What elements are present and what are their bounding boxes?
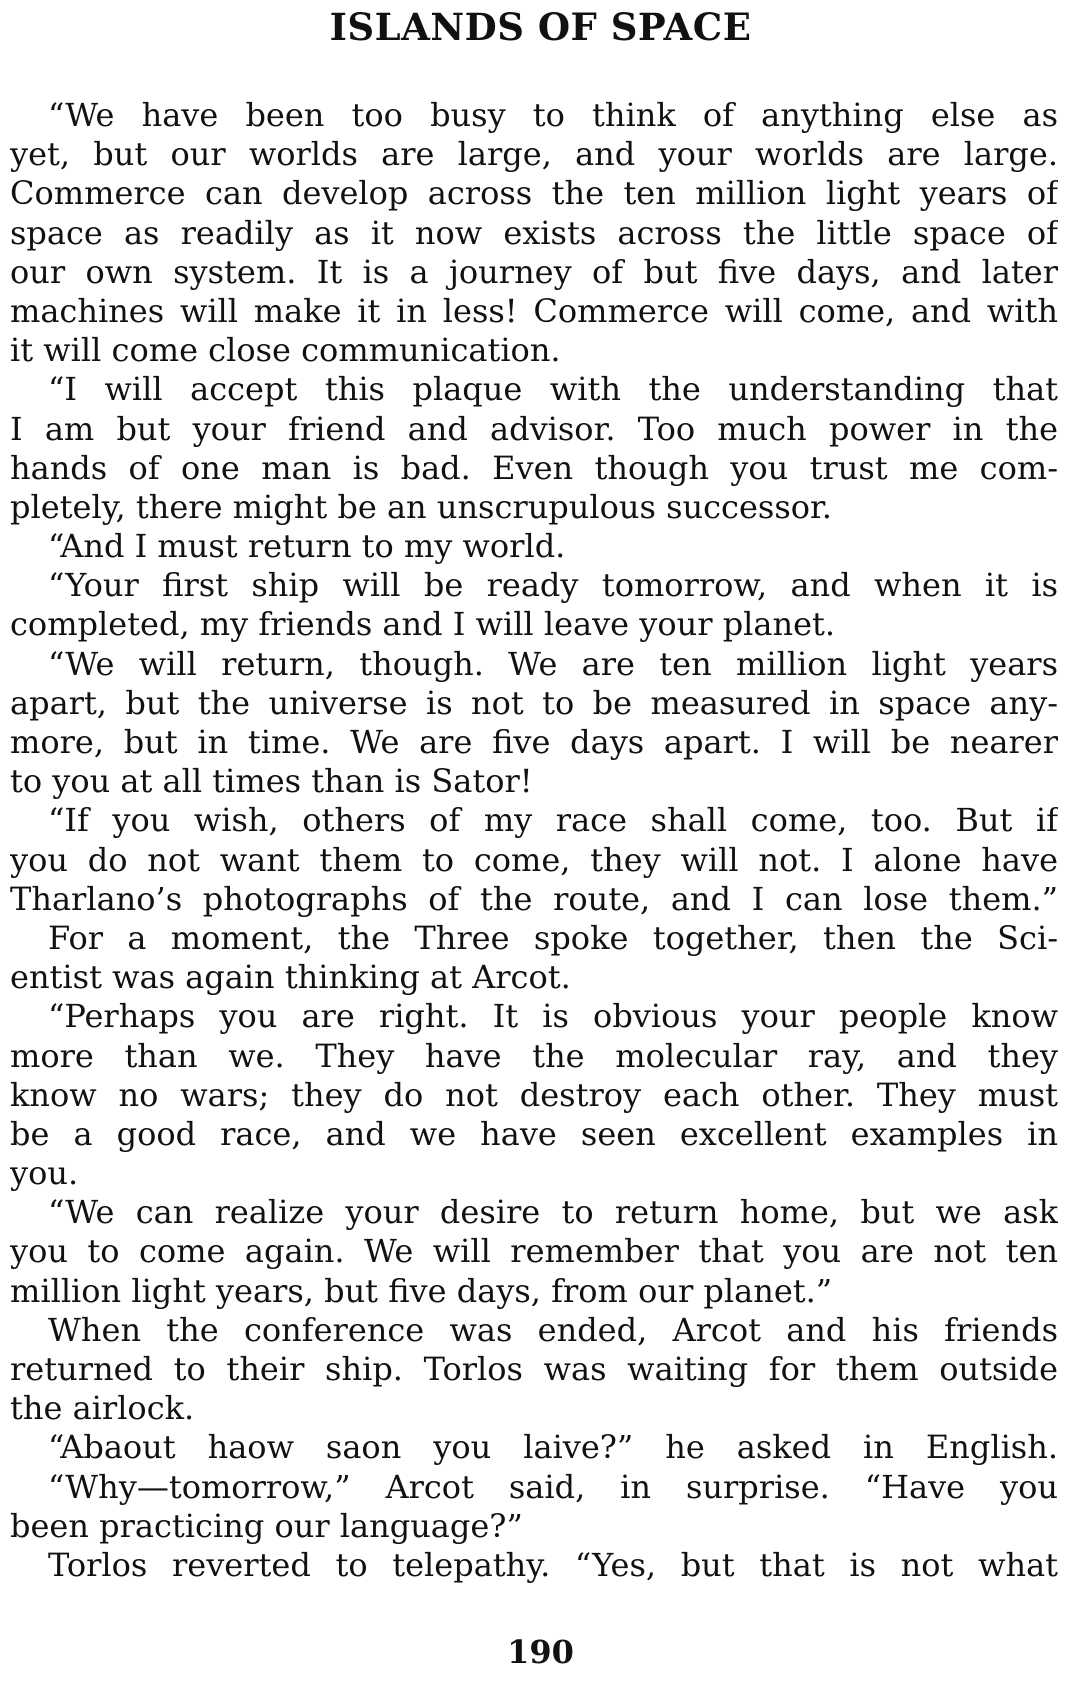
- text-line: to you at all times than is Sator!: [10, 762, 533, 801]
- text-line: completed, my friends and I will leave your planet.: [10, 605, 836, 644]
- text-line: space as readily as it now exists across the little space of: [10, 213, 1058, 252]
- text-line: be a good race, and we have seen excellent examples in: [10, 1114, 1058, 1153]
- text-line: you do not want them to come, they will not. I alone have: [10, 840, 1058, 879]
- text-line: more, but in time. We are five days apart. I will be nearer: [10, 723, 1058, 761]
- text-line: hands of one man is bad. Even though you trust me com-: [10, 448, 1058, 487]
- text-line: “Perhaps you are right. It is obvious your people know: [48, 997, 1058, 1036]
- text-line: machines will make it in less! Commerce will come, and with: [10, 291, 1058, 330]
- text-line: “We have been too busy to think of anything else as: [48, 96, 1058, 134]
- text-line: “Your first ship will be ready tomorrow, and when it is: [48, 566, 1058, 605]
- text-line: When the conference was ended, Arcot and his friends: [48, 1310, 1058, 1349]
- text-line: “Why—tomorrow,” Arcot said, in surprise. “Have you: [48, 1467, 1058, 1506]
- text-line: know no wars; they do not destroy each other. They must: [10, 1075, 1058, 1114]
- text-line: apart, but the universe is not to be measured in space any-: [10, 683, 1058, 722]
- text-line: I am but your friend and advisor. Too much power in the: [10, 409, 1058, 448]
- text-line: “I will accept this plaque with the understanding that: [48, 370, 1058, 409]
- page-number: 190: [507, 1633, 574, 1671]
- running-title: ISLANDS OF SPACE: [329, 5, 752, 49]
- text-line: the airlock.: [10, 1389, 195, 1428]
- text-line: million light years, but five days, from our planet.”: [10, 1271, 833, 1310]
- text-line: Tharlano’s photographs of the route, and I can lose them.”: [10, 879, 1058, 918]
- text-line: our own system. It is a journey of but five days, and later: [10, 252, 1058, 291]
- text-line: been practicing our language?”: [10, 1506, 523, 1545]
- text-line: “We can realize your desire to return home, but we ask: [48, 1193, 1058, 1232]
- text-line: yet, but our worlds are large, and your worlds are large.: [10, 135, 1058, 174]
- text-line: returned to their ship. Torlos was waiting for them outside: [10, 1350, 1058, 1388]
- text-line: more than we. They have the molecular ray, and they: [10, 1036, 1058, 1075]
- text-line: it will come close communication.: [10, 331, 561, 370]
- body-text: [10, 96, 1058, 1585]
- text-line: entist was again thinking at Arcot.: [10, 958, 571, 997]
- text-line: Commerce can develop across the ten million light years of: [10, 174, 1058, 213]
- text-line: “If you wish, others of my race shall come, too. But if: [48, 801, 1058, 840]
- text-line: For a moment, the Three spoke together, then the Sci-: [48, 918, 1058, 957]
- text-line: “We will return, though. We are ten million light years: [48, 644, 1058, 683]
- text-line: “And I must return to my world.: [48, 527, 566, 566]
- text-line: pletely, there might be an unscrupulous successor.: [10, 487, 832, 526]
- text-line: “Abaout haow saon you laive?” he asked in English.: [48, 1428, 1058, 1467]
- text-line: you to come again. We will remember that you are not ten: [10, 1232, 1058, 1271]
- text-line: you.: [10, 1154, 79, 1193]
- text-line: Torlos reverted to telepathy. “Yes, but that is not what: [48, 1545, 1058, 1584]
